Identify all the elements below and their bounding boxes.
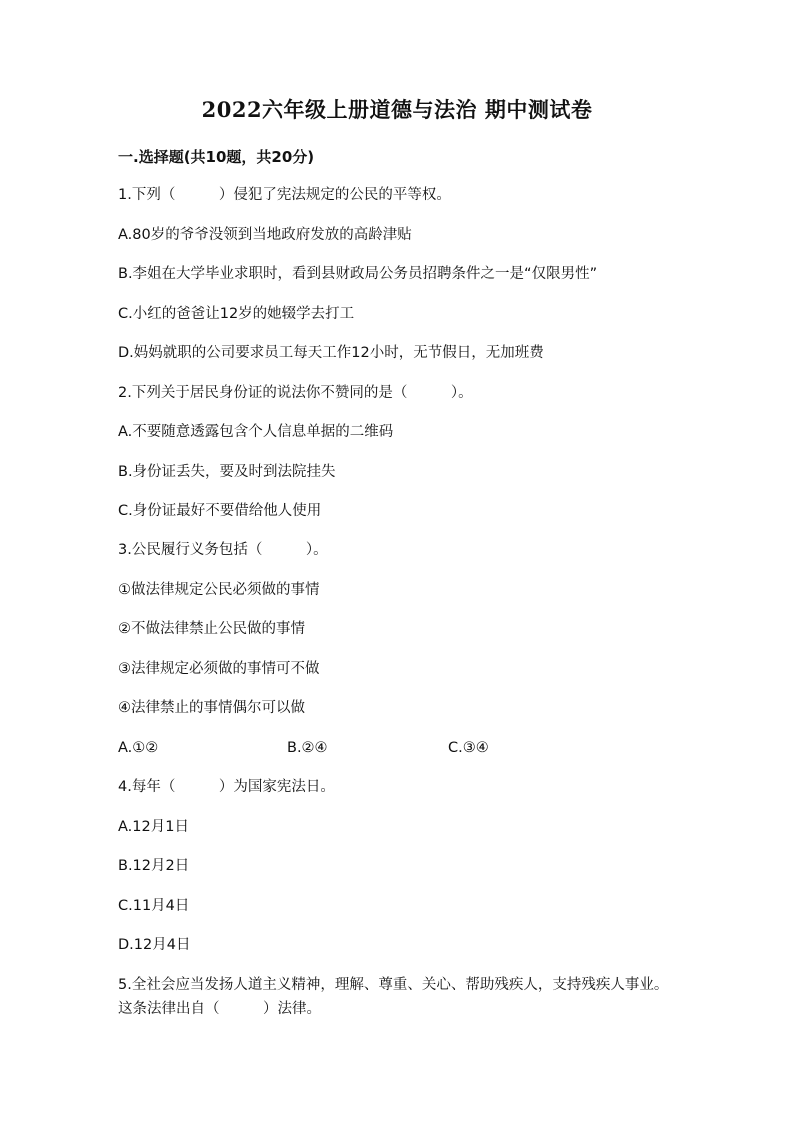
section-heading: 一.选择题(共10题，共20分) bbox=[118, 148, 315, 166]
question-1-stem: 1.下列（ ）侵犯了宪法规定的公民的平等权。 bbox=[118, 187, 451, 203]
question-1-option-c: C.小红的爸爸让12岁的她辍学去打工 bbox=[118, 306, 355, 322]
question-4-option-b: B.12月2日 bbox=[118, 858, 190, 874]
question-1-option-d: D.妈妈就职的公司要求员工每天工作12小时，无节假日，无加班费 bbox=[118, 345, 544, 361]
question-3-option-a: A.①② bbox=[118, 740, 159, 756]
question-3-stem: 3.公民履行义务包括（ ）。 bbox=[118, 542, 328, 558]
question-3-option-c: C.③④ bbox=[448, 740, 489, 756]
question-3-statement-4: ④法律禁止的事情偶尔可以做 bbox=[118, 700, 305, 716]
question-2-option-b: B.身份证丢失，要及时到法院挂失 bbox=[118, 464, 336, 480]
question-4-option-a: A.12月1日 bbox=[118, 819, 189, 835]
question-4-option-d: D.12月4日 bbox=[118, 937, 191, 953]
question-3-statement-2: ②不做法律禁止公民做的事情 bbox=[118, 621, 305, 637]
question-1-option-a: A.80岁的爷爷没领到当地政府发放的高龄津贴 bbox=[118, 227, 412, 243]
question-3-option-b: B.②④ bbox=[287, 740, 328, 756]
question-4-stem: 4.每年（ ）为国家宪法日。 bbox=[118, 779, 335, 795]
question-4-option-c: C.11月4日 bbox=[118, 898, 190, 914]
question-3-statement-3: ③法律规定必须做的事情可不做 bbox=[118, 661, 320, 677]
question-3-statement-1: ①做法律规定公民必须做的事情 bbox=[118, 582, 320, 598]
page-title: 2022六年级上册道德与法治 期中测试卷 bbox=[201, 97, 593, 122]
question-2-stem: 2.下列关于居民身份证的说法你不赞同的是（ ）。 bbox=[118, 385, 473, 401]
question-5-stem: 5.全社会应当发扬人道主义精神，理解、尊重、关心、帮助残疾人，支持残疾人事业。这条法律出自（ ）法律。 bbox=[118, 977, 669, 1017]
question-2-option-c: C.身份证最好不要借给他人使用 bbox=[118, 503, 322, 519]
question-1-option-b: B.李姐在大学毕业求职时，看到县财政局公务员招聘条件之一是“仅限男性” bbox=[118, 266, 598, 282]
question-2-option-a: A.不要随意透露包含个人信息单据的二维码 bbox=[118, 424, 394, 440]
